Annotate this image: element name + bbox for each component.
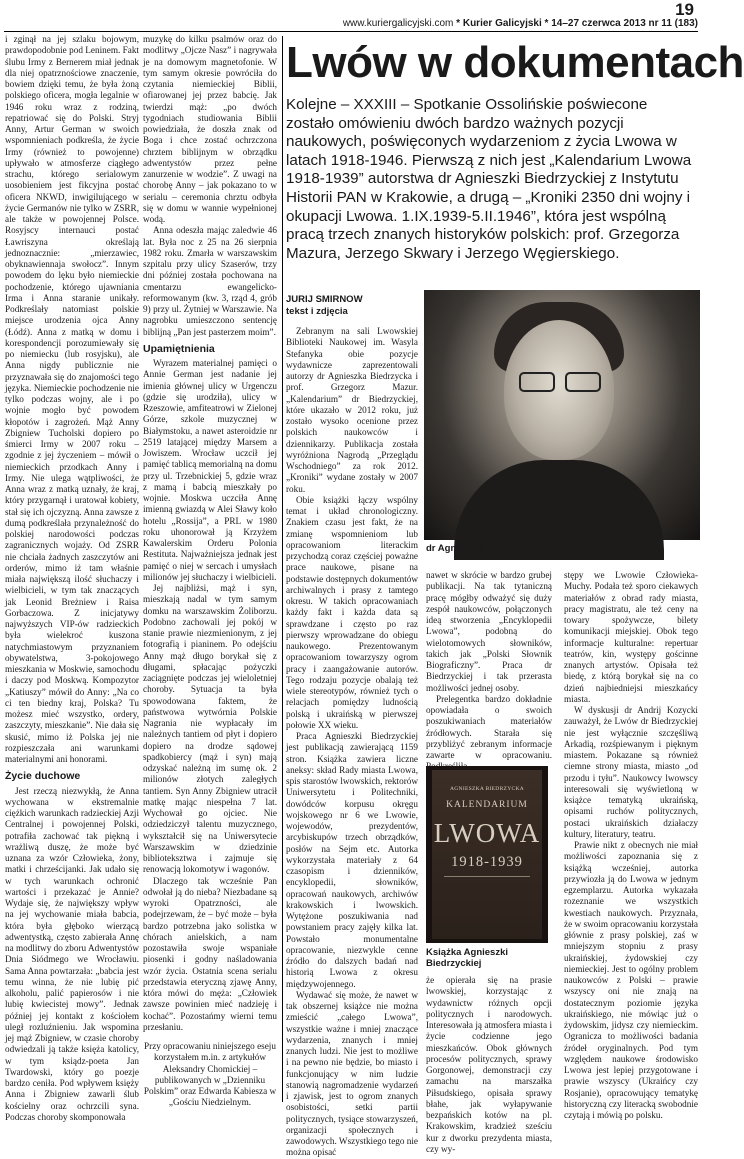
paragraph: Jest rzeczą niezwykłą, że Anna wychowana w ekstremalnie ciężkich warunkach radzieckiej Azji Centralnej i powojennej Polski, potrafiła zachować tak piękną i wrażliwą duszę, że może być uznana za wzór Człowieka, żony, matki i chrześcijanki. Jak udało się w tych warunkach ochronić wartości i przekazać je Annie? Wydaje się, że największy wpływ na jej wychowanie miała babcia, która była głęboko wierzącą adwentystką, często zabierała Annę na modlitwy do zboru Adwentystów Dnia Siódmego we Wrocławiu. Sama Anna powtarzała: „babcia jest temu winna, że nie lubię pić alkoholu, palić papierosów i nie lubię kwiecistej mowy”. Jednak później jej kontakt z kościołem uległ rozluźnieniu. Jak wspomina jej mąż Zbigniew, w czasie choroby odwiedzali ją także księża katolicy, w tym ksiądz-poeta Jan Twardowski, który go poezje bardzo ceniła. Pod wpływem księży Anna i Zbigniew zawarli ślub kościelny oraz ochrzcili syna. Podczas choroby skomponowała bbox=[5, 785, 139, 1122]
issue-title: Kurier Galicyjski * 14–27 czerwca 2013 nr 11 (183) bbox=[462, 18, 698, 29]
book-author: AGNIESZKA BIEDRZYCKA bbox=[450, 786, 524, 792]
masthead bbox=[300, 18, 698, 29]
byline-author: JURIJ SMIRNOW bbox=[286, 294, 363, 305]
paragraph: Zebranym na sali Lwowskiej Biblioteki Naukowej im. Wasyla Stefanyka obie pozycje wydawnicze zaprezentowali autorzy dr Agnieszka Biedrzycka i prof. Grzegorz Mazur. „Kalendarium” dr Biedrzyckiej, które ukazało w 2012 roku, już zostało wysoko ocenione przez polskich naukowców i dziennikarzy. Publikacja została wyróżniona Nagrodą „Przeglądu Wschodniego” za rok 2012. „Kroniki” wydane zostały w 2007 roku. bbox=[286, 326, 418, 494]
column-1 bbox=[5, 34, 139, 1122]
paragraph: Jej najbliżsi, mąż i syn, mieszkają nadal w tym samym domku na warszawskim Żoliborzu. Podobno zachowali jej pokój w stanie prawie niezmienionym, z jej fotografią i pianinem. Po odejściu Anny mąż długo borykał się z długami, spłacając pożyczki zaciągnięte podczas jej wieloletniej choroby. Sytuacja ta była spowodowana faktem, że państwowa wytwórnia Polskie Nagrania nie wypłacały im należnych tantiem od płyt i dopiero dopiero na drodze sądowej spadkobiercy (mąż i syn) mają odzyskać należną im sumę ok. 2 milionów złotych zaległych tantiem. Syn Anny Zbigniew utracił matkę mając niespełna 7 lat. Wychował go ojciec. Nie odziedziczył talentu muzycznego, wykształcił się na Uniwersytecie Warszawskim w dziedzinie biblioteksztwa i zajmuje się renowacją lokomotyw i wagonów. bbox=[143, 583, 277, 875]
site-url[interactable]: www.kuriergalicyjski.com bbox=[342, 18, 454, 29]
book-cover-image bbox=[426, 766, 548, 943]
paragraph: Prelegentka bardzo dokładnie opowiadała o swoich poszukiwaniach materiałów źródłowych. Starała się przybliżyć zebranym informacje zawarte w opracowaniu. bbox=[426, 693, 552, 760]
paragraph: nawet w skrócie w bardzo grubej publikacji. Na tak tytaniczną pracę mógłby odważyć się duży zespół naukowców, połączonych ideą stworzenia „Encyklopedii Lwowa”, podobną do wielotomowych słowników, takich jak „Polski Słownik Biograficzny”. Praca dr Biedrzyckiej i tak przerasta możliwości jednej osoby. bbox=[426, 570, 552, 693]
byline-role: tekst i zdjęcia bbox=[286, 306, 348, 317]
photo-caption: dr Agnieszka Biedrzycka bbox=[426, 543, 538, 554]
section-heading: Upamiętnienia bbox=[143, 342, 215, 355]
paragraph: W dyskusji dr Andrij Kozycki zauważył, że Lwów dr Biedrzyckiej nie jest wyłącznie szczęśliwą Arkadią, rozśpiewanym i pięknym miastem. Pokazane są również ciemne strony miasta, miasto „od przodu i tyłu”. Naukowcy lwowscy interesowali się wyświetloną w książce tematyką ukraińską, opisami ruchów politycznych, postaci ukraińskich działaczy kultury, literatury, teatru. bbox=[564, 705, 698, 839]
paragraph: Dlaczego tak wcześnie Pan odwołał ją do nieba? Niezbadane są wyroki Opatrzności, ale podejrzewam, że – być może – była bardzo potrzebna jako solistka w chórach anielskich, a nam pozostawiła swoje wspaniałe piosenki i godny naśladowania wzór życia. Ostatnia scena serialu przedstawia eteryczną zjawę Anny, która mówi do męża: „Człowiek zawsze powinien mieć nadzieję i kochać”. Pozostańmy wierni temu przesłaniu. bbox=[143, 875, 277, 1032]
issue-info: * bbox=[456, 18, 463, 29]
author-photo bbox=[424, 290, 700, 540]
book-city: LWOWA bbox=[433, 818, 541, 848]
paragraph: i zginął na jej szlaku bojowym, prawdopodobnie pod Leninem. Fakt ślubu Irmy z Bernerem miał jednak dla niej opatrznościowe znaczenie, bowiem dzięki temu, że była żoną polskiego oficera, mogła legalnie w 1946 roku wraz z rodziną, repatriować się do Polski. Stryj Anny, Artur German w swoich wspomnieniach podkreśla, że życie Irmy (również to powojenne) upływało w atmosferze ciągłego strachu, którego serialowym uosobieniem jest fikcyjna postać oficera NKWD, inwigilującego w życie Germanów nie tylko w ZSRR, ale także w powojennej Polsce. Rosyjscy internauci postać Ławriszyna określają jednoznacznie: „mierzawiec, obyknawiennaja swołocz”. Innym powodem do lęku było niemieckie pochodzenie, którego ujawniania Irma i Anna staranie unikały. Podkreślały natomiast polskie miejsce urodzenia ojca Anny (Łódź). Anna z matką w domu i korespondencji porozumiewały się po niemiecku (lub rosyjsku), ale Anna nigdy publicznie nie przyznawała się do znajomości tego języka. Niemieckie pochodzenie nie tylko podczas wojny, ale i po wojnie mogło być powodem kłopotów i zagrożeń. Mąż Anny Zbigniew Tucholski dopiero po śmierci Irmy w 2007 roku – zgodnie z jej życzeniem – mówił o niemieckich przodkach Anny i Irmy. Nie ulega wątpliwości, że Anna wraz z matką uznały, że kraj, który przygarnął i uratował kobiety, stał się ich ojczyzną. Anna zawsze z dumą podkreślała przynależność do polskiej narodowości podczas zagranicznych wojaży. Od ZSRR nie chciała żadnych zaszczytów ani orderów, mimo iż tam właśnie miała największą ilość słuchaczy i wielbicieli, w tym tak znaczących jak Leonid Breżniew i Raisa Gorbaczowa. Z inicjatywy najwyższych VIP-ów radzieckich była wielekroć kuszona natychmiastowym przyznaniem obywatelstwa, 3-pokojowego mieszkania w Moskwie, samochodu i daczy pod Moskwą. Kompozytor „Katiuszy” mówił do Anny: „Na co ci ten biedny kraj, Polska? Tu możesz mieć wszystko, ordery, zaszczyty, mieszkanie”. Nie dała się skusić, mimo iż Polska jej nie rozpieszczała ani warunkami materialnymi ani honorami. bbox=[5, 34, 139, 764]
paragraph: Wyrazem materialnej pamięci o Annie German jest nadanie jej imienia głównej ulicy w Urgenczu (gdzie się urodziła), ulicy w Rzeszowie, amfiteatrowi w Zielonej Górze, szkole muzycznej w Białymstoku, a nawet asteroidzie nr 2519 latającej między Marsem a Jowiszem. Wrocław uczcił jej pamięć tablicą memorialną na domu przy ul. Trzebnickiej 5, gdzie wraz z mamą i babcią mieszkały po wojnie. Moskwa uczciła Annę imienną gwiazdą w Alei Sławy koło hotelu „Rossija”, a PRL w 1980 roku uhonorował ją Krzyżem Kawalerskim Orderu Polonia Restituta. Najważniejsza jednak jest pamięć o niej w sercach i umysłach milionów jej słuchaczy i wielbicieli. bbox=[143, 358, 277, 582]
paragraph: Prawie nikt z obecnych nie miał możliwości zapoznania się z książką wcześniej, autorka przywiozła ją do Lwowa w jednym egzemplarzu. Autorka wykazała rozeznanie we wszystkich kwestiach naukowych. Przyznała, że w swoim opracowaniu korzystała głównie z prasy polskiej, zaś w mniejszym stopniu z prasy ukraińskiej, żydowskiej czy niemieckiej. Jest to ogólny problem naukowców z Polski – prawie wszyscy oni nie znają na dostatecznym poziomie języka ukraińskiego, nie mówiąc już o żydowskim, jidysz czy niemieckim. Ogranicza to możliwości badania źródeł oryginalnych. Pod tym względem naukowe środowisko Lwowa jest lepiej przygotowane i prawie wszyscy (Ukraińcy czy Rosjanie), opracowujący tematykę historyczną czy literacką swobodnie czytają i mówią po polsku. bbox=[564, 840, 698, 1120]
header-rule bbox=[4, 31, 698, 32]
column-2 bbox=[143, 34, 277, 1108]
column-3 bbox=[286, 294, 418, 1158]
book-caption: Książka Agnieszki Biedrzyckiej bbox=[426, 947, 509, 969]
paragraph: że opierała się na prasie lwowskiej, korzystając z wydawnictw różnych opcji politycznych i narodowych. Interesowała ją atmosfera miasta i życie codzienne jego mieszkańców. Obok głównych procesów politycznych, sprawy Gorgonowej, demonstracji czy zamachu na marszałka Piłsudskiego, opisała sprawy błahe, jak wyłapywanie bezpańskich kotów na pl. Krakowskim, kradzież sześciu kur z dworku prezydenta miasta, czy wy- bbox=[426, 975, 552, 1154]
book-label: KALENDARIUM bbox=[446, 800, 528, 810]
column-4 bbox=[426, 570, 552, 764]
paragraph: Anna odeszła mając zaledwie 46 lat. Była noc z 25 na 26 sierpnia 1982 roku. Zmarła w warszawskim szpitalu przy ulicy Szaserów, trzy dni później została pochowana na cmentarzu ewangelicko-reformowanym (kw. 3, rząd 4, grób 9) przy ul. Żytniej w Warszawie. Na nagrobku umieszczono sentencję biblijną „Pan jest pasterzem moim”. bbox=[143, 225, 277, 337]
paragraph: Obie książki łączy wspólny temat i układ chronologiczny. Znakiem czasu jest fakt, że na zmianę wspomnieniom lub opracowaniom literackim przychodzą coraz częściej poważne prace naukowe, pisane na podstawie dostępnych dokumentów archiwalnych i prasy z tamtego okresu. W takich opracowaniach każdy fakt i każda data są sprawdzane i często po raz pierwszy wprowadzane do obiegu naukowego. Prezentowanym opracowaniom towarzyszy ogrom pracy i zaangażowanie autorów. Tego rodzaju pozycje obalają też wiele stereotypów, również tych o relacjach pomiędzy ludnością polską i ukraińską w pierwszej połowie XX wieku. bbox=[286, 494, 418, 730]
paragraph: Wydawać się może, że nawet w tak obszernej książce nie można zmieścić „całego Lwowa”, wszystkie ważne i mniej znaczące wydarzenia, znanych i mniej znanych ludzi. Nie jest to możliwe i na pewno nie będzie, bo miasto i funkcjonujący w nim ludzie stanowią nagromadzenie wydarzeń i zjawisk, jest to ogrom znanych osobistości, setki partii politycznych, tysiące stowarzyszeń, organizacji społecznych i zawodowych. Wszystkiego tego nie można opisać bbox=[286, 989, 418, 1158]
page-number: 19 bbox=[675, 0, 694, 19]
column-divider bbox=[282, 36, 283, 1102]
section-heading: Życie duchowe bbox=[5, 770, 81, 783]
paragraph: stępy we Lwowie Człowieka-Muchy. Podała też sporo ciekawych materiałów z obrad rady miasta, pracy magistratu, ale też ceny na towary spożywcze, bilety komunikacji miejskiej. Obok tego informacje kulturalne: repertuar teatrów, kin, występy gościnne znanych artystów. Opisała też biedę, z którą borykał się na co dzień najbiedniejsi mieszkańcy miasta. bbox=[564, 570, 698, 704]
column-4-continued bbox=[426, 975, 552, 1154]
article-title: Lwów w dokumentach bbox=[286, 38, 744, 87]
article-lead: Kolejne – XXXIII – Spotkanie Ossolińskie poświecone zostało omówieniu dwóch bardzo ważnych pozycji naukowych, poświęconych wydarzeniom z życia Lwowa w latach 1918-1946. Pierwszą z nich jest „Kalendarium Lwowa 1918-1939” autorstwa dr Agnieszki Biedrzyckiej z Instytutu Historii PAN w Krakowie, a drugą – „Kroniki 2350 dni wojny i okupacji Lwowa. 1.IX.1939-5.II.1946”, która jest wspólną pracą trzech znanych historyków polskich: prof. Grzegorza Mazura, Jerzego Skwary i Jerzego Węgierskiego. bbox=[286, 96, 692, 262]
book-years: 1918-1939 bbox=[451, 854, 523, 870]
paragraph: muzykę do kilku psalmów oraz do modlitwy „Ojcze Nasz” i nagrywała je na domowym magnetofonie. W tym samym okresie powróciła do czytania niemieckiej Biblii, ofiarowanej jej przez babcię. Jak twierdzi mąż: „po dwóch tygodniach studiowania Biblii powiedziała, że doszła znak od Boga i chce zostać ochrzczona chrztem biblijnym w obrządku adwentystów przez pełne zanurzenie w wodzie”. Z uwagi na chorobę Anny – jak pokazano to w serialu – ceremonia chrztu odbyła się w domu w wannie wypełnionej wodą. bbox=[143, 34, 277, 224]
column-5 bbox=[564, 570, 698, 1120]
footnote: Przy opracowaniu niniejszego eseju korzystałem m.in. z artykułów Aleksandry Chomickiej – publikowanych w „Dzienniku Polskim” oraz Edwarda Kabiesza w „Gościu Niedzielnym. bbox=[143, 1041, 277, 1108]
paragraph: Praca Agnieszki Biedrzyckiej jest publikacją zawierającą 1159 stron. Książka zawiera liczne aneksy: skład Rady miasta Lwowa, spis starostów lwowskich, rektorów Uniwersytetu i Politechniki, dowódców korpusu okręgu wojskowego nr 6 we Lwowie, wojewodów, prezydentów, arcybiskupów trzech obrządków, posłów na Sejm etc. Autorka wykorzystała materiały z 64 czasopism i dzienników, encyklopedii, słowników, opracowań naukowych, archiwów krakowskich i lwowskich. Wytężone poszukiwania nad powstaniem pracy zajęły kilka lat. Powstało monumentalne opracowanie, niezwykle cenne źródło do dalszych badań nad historią Lwowa z okresu międzywojennego. bbox=[286, 731, 418, 989]
